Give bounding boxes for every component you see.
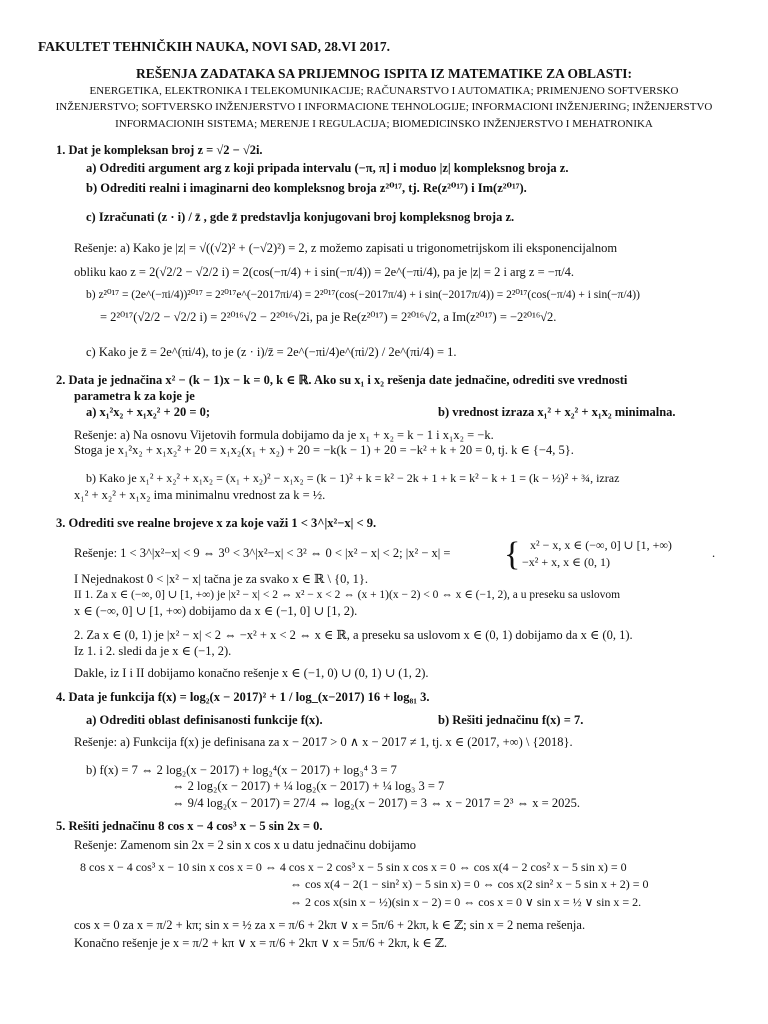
problem-3-solution-3: II 1. Za x ∈ (−∞, 0] ∪ [1, +∞) je |x² − x| < 2 ⇔ x² − x < 2 ⇔ (x + 1)(x − 2) < 0 ⇔ x ∈ (−1, 2), a u preseku sa uslovom [74, 589, 621, 601]
problem-4-solution-b-2: ⇔ 2 log₂(x − 2017) + ¼ log₂(x − 2017) + ¼ log₃ 3 = 7 [172, 779, 445, 793]
problem-5-solution-2: 8 cos x − 4 cos³ x − 10 sin x cos x = 0 ⇔ 4 cos x − 2 cos³ x − 5 sin x cos x = 0 ⇔ cos x(4 − 2 cos² x − 5 sin x) = 0 [80, 860, 627, 874]
problem-2-solution-b-2: x₁² + x₂² + x₁x₂ ima minimalnu vrednost za k = ½. [74, 488, 326, 502]
problem-2-statement: 2. Data je jednačina x² − (k − 1)x − k = 0, k ∈ ℝ. Ako su x₁ i x₂ rešenja date jednačine, odrediti sve vrednosti [56, 373, 628, 387]
problem-1-statement: 1. Dat je kompleksan broj z = √2 − √2i. [56, 143, 263, 157]
piecewise-case-2: −x² + x, x ∈ (0, 1) [522, 555, 611, 569]
problem-2-part-b: b) vrednost izraza x₁² + x₂² + x₁x₂ minimalna. [438, 405, 676, 419]
problem-3-solution-4: x ∈ (−∞, 0] ∪ [1, +∞) dobijamo da x ∈ (−1, 0] ∪ [1, 2). [74, 604, 358, 618]
problem-1-part-a: a) Odrediti argument arg z koji pripada intervalu (−π, π] i moduo |z| kompleksnog broja z. [86, 161, 569, 175]
piecewise-period: . [712, 546, 716, 560]
problem-1-part-b: b) Odrediti realni i imaginarni deo kompleksnog broja z²⁰¹⁷, tj. Re(z²⁰¹⁷) i Im(z²⁰¹⁷). [86, 181, 527, 195]
problem-1-solution-b-1: b) z²⁰¹⁷ = (2e^(−πi/4))²⁰¹⁷ = 2²⁰¹⁷e^(−2017πi/4) = 2²⁰¹⁷(cos(−2017π/4) + i sin(−2017π/4)) = 2²⁰¹⁷(cos(−π/4) + i sin(−π/4)) [86, 289, 640, 301]
problem-5-solution-3: ⇔ cos x(4 − 2(1 − sin² x) − 5 sin x) = 0 ⇔ cos x(2 sin² x − 5 sin x + 2) = 0 [290, 877, 649, 891]
areas-line-3: INFORMACIONIH SISTEMA; MERENJE I REGULACIJA; BIOMEDICINSKO INŽENJERSTVO I MEHATRONIKA [115, 118, 653, 130]
problem-2-solution-b-1: b) Kako je x₁² + x₂² + x₁x₂ = (x₁ + x₂)² − x₁x₂ = (k − 1)² + k = k² − 2k + 1 + k = k² − k + 1 = (k − ½)² + ¾, izraz [86, 471, 620, 485]
problem-4-statement: 4. Data je funkcija f(x) = log₂(x − 2017)² + 1 / log_(x−2017) 16 + log₈₁ 3. [56, 690, 430, 704]
problem-4-solution-a: Rešenje: a) Funkcija f(x) je definisana za x − 2017 > 0 ∧ x − 2017 ≠ 1, tj. x ∈ (2017, +∞) \ {2018}. [74, 735, 573, 749]
problem-2-part-a: a) x₁²x₂ + x₁x₂² + 20 = 0; [86, 405, 211, 419]
piecewise-case-1: x² − x, x ∈ (−∞, 0] ∪ [1, +∞) [530, 538, 672, 552]
problem-3-solution-2: I Nejednakost 0 < |x² − x| tačna je za svako x ∈ ℝ \ {0, 1}. [74, 572, 369, 586]
problem-1-solution-a-2: obliku kao z = 2(√2/2 − √2/2 i) = 2(cos(−π/4) + i sin(−π/4)) = 2e^(−πi/4), pa je |z| = 2 i arg z = −π/4. [74, 265, 574, 279]
problem-3-statement: 3. Odrediti sve realne brojeve x za koje važi 1 < 3^|x²−x| < 9. [56, 516, 377, 530]
problem-5-solution-5: cos x = 0 za x = π/2 + kπ; sin x = ½ za x = π/6 + 2kπ ∨ x = 5π/6 + 2kπ, k ∈ ℤ; sin x = 2 nema rešenja. [74, 918, 586, 932]
problem-1-solution-a-1: Rešenje: a) Kako je |z| = √((√2)² + (−√2)²) = 2, z možemo zapisati u trigonometrijskom ili eksponencijalnom [74, 241, 618, 255]
piecewise-brace: { [504, 536, 521, 573]
problem-4-part-a: a) Odrediti oblast definisanosti funkcije f(x). [86, 713, 323, 727]
faculty-heading: FAKULTET TEHNIČKIH NAUKA, NOVI SAD, 28.VI 2017. [38, 39, 391, 54]
areas-line-2: INŽENJERSTVO; SOFTVERSKO INŽENJERSTVO I INFORMACIONE TEHNOLOGIJE; INFORMACIONI INŽENJERING; INŽENJERSTVO [55, 101, 713, 113]
problem-1-solution-c: c) Kako je z̄ = 2e^(πi/4), to je (z · i)/z̄ = 2e^(−πi/4)e^(πi/2) / 2e^(πi/4) = 1. [86, 345, 457, 359]
problem-1-solution-b-2: = 2²⁰¹⁷(√2/2 − √2/2 i) = 2²⁰¹⁶√2 − 2²⁰¹⁶√2i, pa je Re(z²⁰¹⁷) = 2²⁰¹⁶√2, a Im(z²⁰¹⁷) = −2²⁰¹⁶√2. [100, 310, 557, 324]
problem-4-part-b: b) Rešiti jednačinu f(x) = 7. [438, 713, 584, 727]
problem-3-solution-6: Iz 1. i 2. sledi da je x ∈ (−1, 2). [74, 644, 232, 658]
problem-2-solution-a-1: Rešenje: a) Na osnovu Vijetovih formula dobijamo da je x₁ + x₂ = k − 1 i x₁x₂ = −k. [74, 428, 494, 442]
problem-3-solution-5: 2. Za x ∈ (0, 1) je |x² − x| < 2 ⇔ −x² + x < 2 ⇔ x ∈ ℝ, a preseku sa uslovom x ∈ (0, 1) dobijamo da x ∈ (0, 1). [74, 628, 633, 642]
problem-5-solution-4: ⇔ 2 cos x(sin x − ½)(sin x − 2) = 0 ⇔ cos x = 0 ∨ sin x = ½ ∨ sin x = 2. [290, 895, 642, 909]
problem-2-parameter: parametra k za koje je [74, 389, 195, 403]
problem-2-solution-a-2: Stoga je x₁²x₂ + x₁x₂² + 20 = x₁x₂(x₁ + x₂) + 20 = −k(k − 1) + 20 = −k² + k + 20 = 0, tj. k ∈ {−4, 5}. [74, 443, 574, 457]
problem-5-solution-1: Rešenje: Zamenom sin 2x = 2 sin x cos x u datu jednačinu dobijamo [74, 838, 417, 852]
problem-1-part-c: c) Izračunati (z · i) / z̄ , gde z̄ predstavlja konjugovani broj kompleksnog broja z. [86, 210, 515, 224]
problem-4-solution-b-1: b) f(x) = 7 ⇔ 2 log₂(x − 2017) + log₂⁴(x − 2017) + log₃⁴ 3 = 7 [86, 763, 397, 777]
document-title: REŠENJA ZADATAKA SA PRIJEMNOG ISPITA IZ MATEMATIKE ZA OBLASTI: [135, 66, 633, 81]
problem-5-solution-6: Konačno rešenje je x = π/2 + kπ ∨ x = π/6 + 2kπ ∨ x = 5π/6 + 2kπ, k ∈ ℤ. [74, 936, 448, 950]
problem-4-solution-b-3: ⇔ 9/4 log₂(x − 2017) = 27/4 ⇔ log₂(x − 2017) = 3 ⇔ x − 2017 = 2³ ⇔ x = 2025. [172, 796, 580, 810]
problem-3-solution-1: Rešenje: 1 < 3^|x²−x| < 9 ⇔ 3⁰ < 3^|x²−x| < 3² ⇔ 0 < |x² − x| < 2; |x² − x| = [74, 546, 451, 560]
areas-line-1: ENERGETIKA, ELEKTRONIKA I TELEKOMUNIKACIJE; RAČUNARSTVO I AUTOMATIKA; PRIMENJENO SOFTVERSKO [89, 85, 679, 97]
problem-5-statement: 5. Rešiti jednačinu 8 cos x − 4 cos³ x − 5 sin 2x = 0. [56, 819, 323, 833]
problem-3-solution-7: Dakle, iz I i II dobijamo konačno rešenje x ∈ (−1, 0) ∪ (0, 1) ∪ (1, 2). [74, 666, 429, 680]
